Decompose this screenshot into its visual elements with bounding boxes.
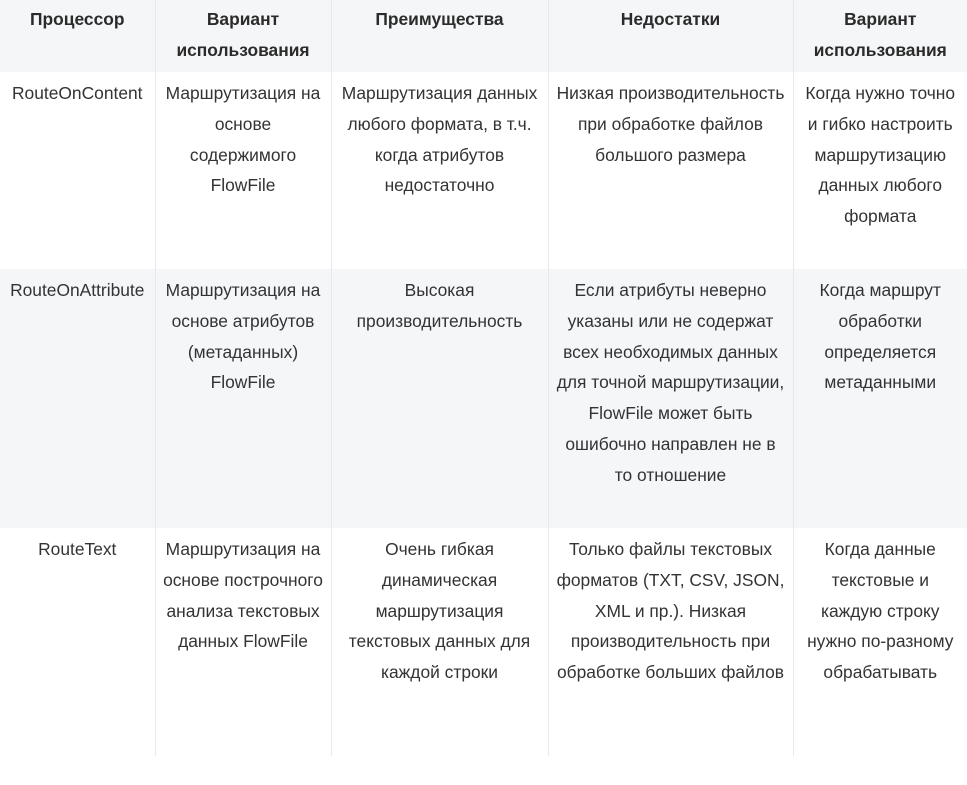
header-advantages: Преимущества — [331, 0, 548, 72]
cell-use-case-when: Когда маршрут обработки определяется метаданными — [793, 269, 967, 528]
header-processor: Процессор — [0, 0, 155, 72]
cell-disadvantages: Низкая производительность при обработке файлов большого размера — [548, 72, 793, 269]
header-row — [0, 0, 967, 72]
cell-advantages: Маршрутизация данных любого формата, в т.ч. когда атрибутов недостаточно — [331, 72, 548, 269]
table-row — [0, 528, 967, 756]
header-use-case: Вариант использования — [155, 0, 331, 72]
cell-disadvantages: Только файлы текстовых форматов (TXT, CSV, JSON, XML и пр.). Низкая производительность при обработке больших файлов — [548, 528, 793, 756]
cell-advantages: Высокая производительность — [331, 269, 548, 528]
cell-advantages: Очень гибкая динамическая маршрутизация текстовых данных для каждой строки — [331, 528, 548, 756]
cell-use-case: Маршрутизация на основе содержимого FlowFile — [155, 72, 331, 269]
cell-disadvantages: Если атрибуты неверно указаны или не содержат всех необходимых данных для точной маршрутизации, FlowFile может быть ошибочно направлен не в то отношение — [548, 269, 793, 528]
cell-use-case-when: Когда данные текстовые и каждую строку нужно по-разному обрабатывать — [793, 528, 967, 756]
cell-use-case: Маршрутизация на основе построчного анализа текстовых данных FlowFile — [155, 528, 331, 756]
cell-processor: RouteOnContent — [0, 72, 155, 269]
cell-processor: RouteText — [0, 528, 155, 756]
table-header — [0, 0, 967, 72]
table-row — [0, 72, 967, 269]
header-disadvantages: Недостатки — [548, 0, 793, 72]
cell-use-case: Маршрутизация на основе атрибутов (метаданных) FlowFile — [155, 269, 331, 528]
header-use-case-when: Вариант использования — [793, 0, 967, 72]
cell-use-case-when: Когда нужно точно и гибко настроить маршрутизацию данных любого формата — [793, 72, 967, 269]
table-body — [0, 72, 967, 756]
table-row — [0, 269, 967, 528]
cell-processor: RouteOnAttribute — [0, 269, 155, 528]
